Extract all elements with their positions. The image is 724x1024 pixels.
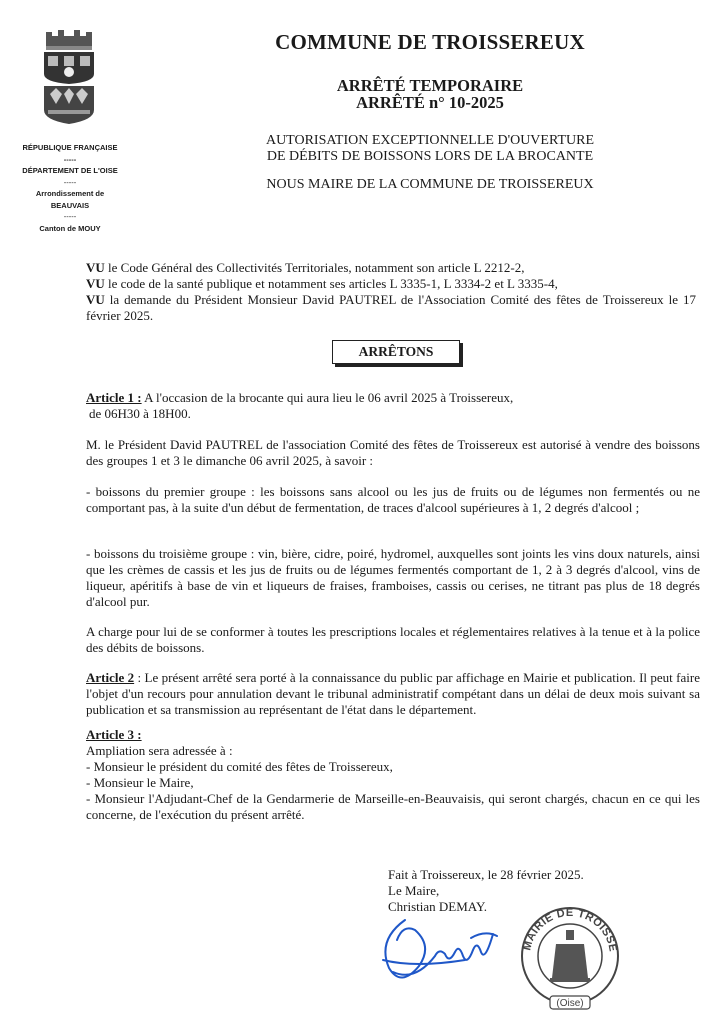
sidebar-line: DÉPARTEMENT DE L'OISE: [22, 166, 118, 175]
sidebar-line: RÉPUBLIQUE FRANÇAISE: [22, 143, 118, 152]
article-1-intro: [86, 390, 700, 406]
article-1-para: - boissons du troisième groupe : vin, bière, cidre, poiré, hydromel, auxquelles sont joints les vins doux naturels, ainsi que les crèmes de cassis et les jus de fruits ou de légumes fermentés comportant de 1, 2 à 3 degrés d'alcool, vins de liqueur, apéritifs à base de vin et liqueurs de fraises, framboises, cassis ou cerises, ne titrant pas plus de 18 degrés d'alcool pur.: [86, 546, 700, 609]
vu-label: VU: [86, 260, 105, 275]
arretons-box: ARRÊTONS: [332, 340, 460, 364]
signature-place-date: Fait à Troissereux, le 28 février 2025.: [388, 867, 584, 882]
article-3-label: Article 3 :: [86, 727, 142, 742]
signature-title: Le Maire,: [388, 883, 440, 898]
sidebar-line: -----: [63, 212, 77, 221]
autorisation-heading: [160, 133, 700, 165]
arrete-type: ARRÊTÉ TEMPORAIRE: [336, 76, 524, 95]
article-2-label: Article 2: [86, 670, 135, 685]
sidebar-line: BEAUVAIS: [50, 200, 90, 210]
autorisation-line: AUTORISATION EXCEPTIONNELLE D'OUVERTURE: [265, 133, 595, 148]
mairie-stamp: [516, 900, 624, 1012]
stamp-ring-text: MAIRIE DE TROISSE: [521, 906, 619, 953]
sidebar-line: -----: [63, 177, 77, 187]
sidebar-line: -----: [63, 154, 77, 164]
article-1-text: A l'occasion de la brocante qui aura lieu le 06 avril 2025 à Troissereux,: [141, 390, 514, 405]
vu-item: [86, 260, 696, 276]
vu-text: la demande du Président Monsieur David PAUTREL de l'Association Comité des fêtes de Troissereux le 17 février 2025.: [86, 292, 696, 323]
arrete-number: ARRÊTÉ n° 10-2025: [356, 93, 504, 112]
article-1-para: M. le Président David PAUTREL de l'association Comité des fêtes de Troissereux est autorisé à vendre des boissons des groupes 1 et 3 le dimanche 06 avril 2025, à savoir :: [86, 437, 700, 468]
vu-section: [86, 260, 696, 324]
article-3-line: Ampliation sera adressée à :: [86, 743, 233, 758]
sidebar-line: Arrondissement de: [35, 189, 105, 198]
article-3-line: - Monsieur le Maire,: [86, 775, 194, 790]
article-1-para: A charge pour lui de se conformer à toutes les prescriptions locales et réglementaires relatives à la tenue et à la police des débits de boissons.: [86, 624, 700, 655]
article-1-hours: de 06H30 à 18H00.: [89, 406, 191, 421]
article-3-line: - Monsieur le président du comité des fêtes de Troissereux,: [86, 759, 393, 774]
article-3-line: - Monsieur l'Adjudant-Chef de la Gendarmerie de Marseille-en-Beauvaisis, qui seront chargés, chacun en ce qui les concerne, de l'exécution du présent arrêté.: [86, 791, 700, 822]
vu-item: [86, 276, 696, 292]
vu-text: le code de la santé publique et notamment ses articles L 3335-1, L 3334-2 et L 3335-4,: [104, 276, 558, 291]
handwritten-signature: [375, 910, 503, 990]
article-2-text: : Le présent arrêté sera porté à la connaissance du public par affichage en Mairie et publication. Il peut faire l'objet d'un recours pour annulation devant le tribunal administratif compétant dans un délai de deux mois suivant sa publication et sa transmission au représentant de l'état dans le département.: [86, 670, 700, 717]
vu-label: VU: [86, 292, 105, 307]
article-1-label: Article 1 :: [86, 390, 142, 405]
vu-text: le Code Général des Collectivités Territoriales, notamment son article L 2212-2,: [104, 260, 525, 275]
article-1-para: - boissons du premier groupe : les boissons sans alcool ou les jus de fruits ou de légumes non fermentés ou ne comportant pas, à la suite d'un début de fermentation, de traces d'alcool supérieures à 1, 2 degrés d'alcool ;: [86, 484, 700, 515]
article-3: [86, 727, 700, 823]
stamp-bottom-text: (Oise): [556, 998, 584, 1009]
vu-item: [86, 292, 696, 324]
administrative-sidebar: [8, 142, 132, 234]
sidebar-line: Canton de MOUY: [39, 223, 101, 233]
commune-title: COMMUNE DE TROISSEREUX: [275, 30, 585, 54]
coat-of-arms-logo: [30, 30, 108, 126]
signature-name: Christian DEMAY.: [388, 899, 487, 914]
maire-heading: NOUS MAIRE DE LA COMMUNE DE TROISSEREUX: [266, 177, 594, 192]
article-2: [86, 670, 700, 718]
vu-label: VU: [86, 276, 105, 291]
autorisation-line: DE DÉBITS DE BOISSONS LORS DE LA BROCANTE: [266, 149, 594, 164]
